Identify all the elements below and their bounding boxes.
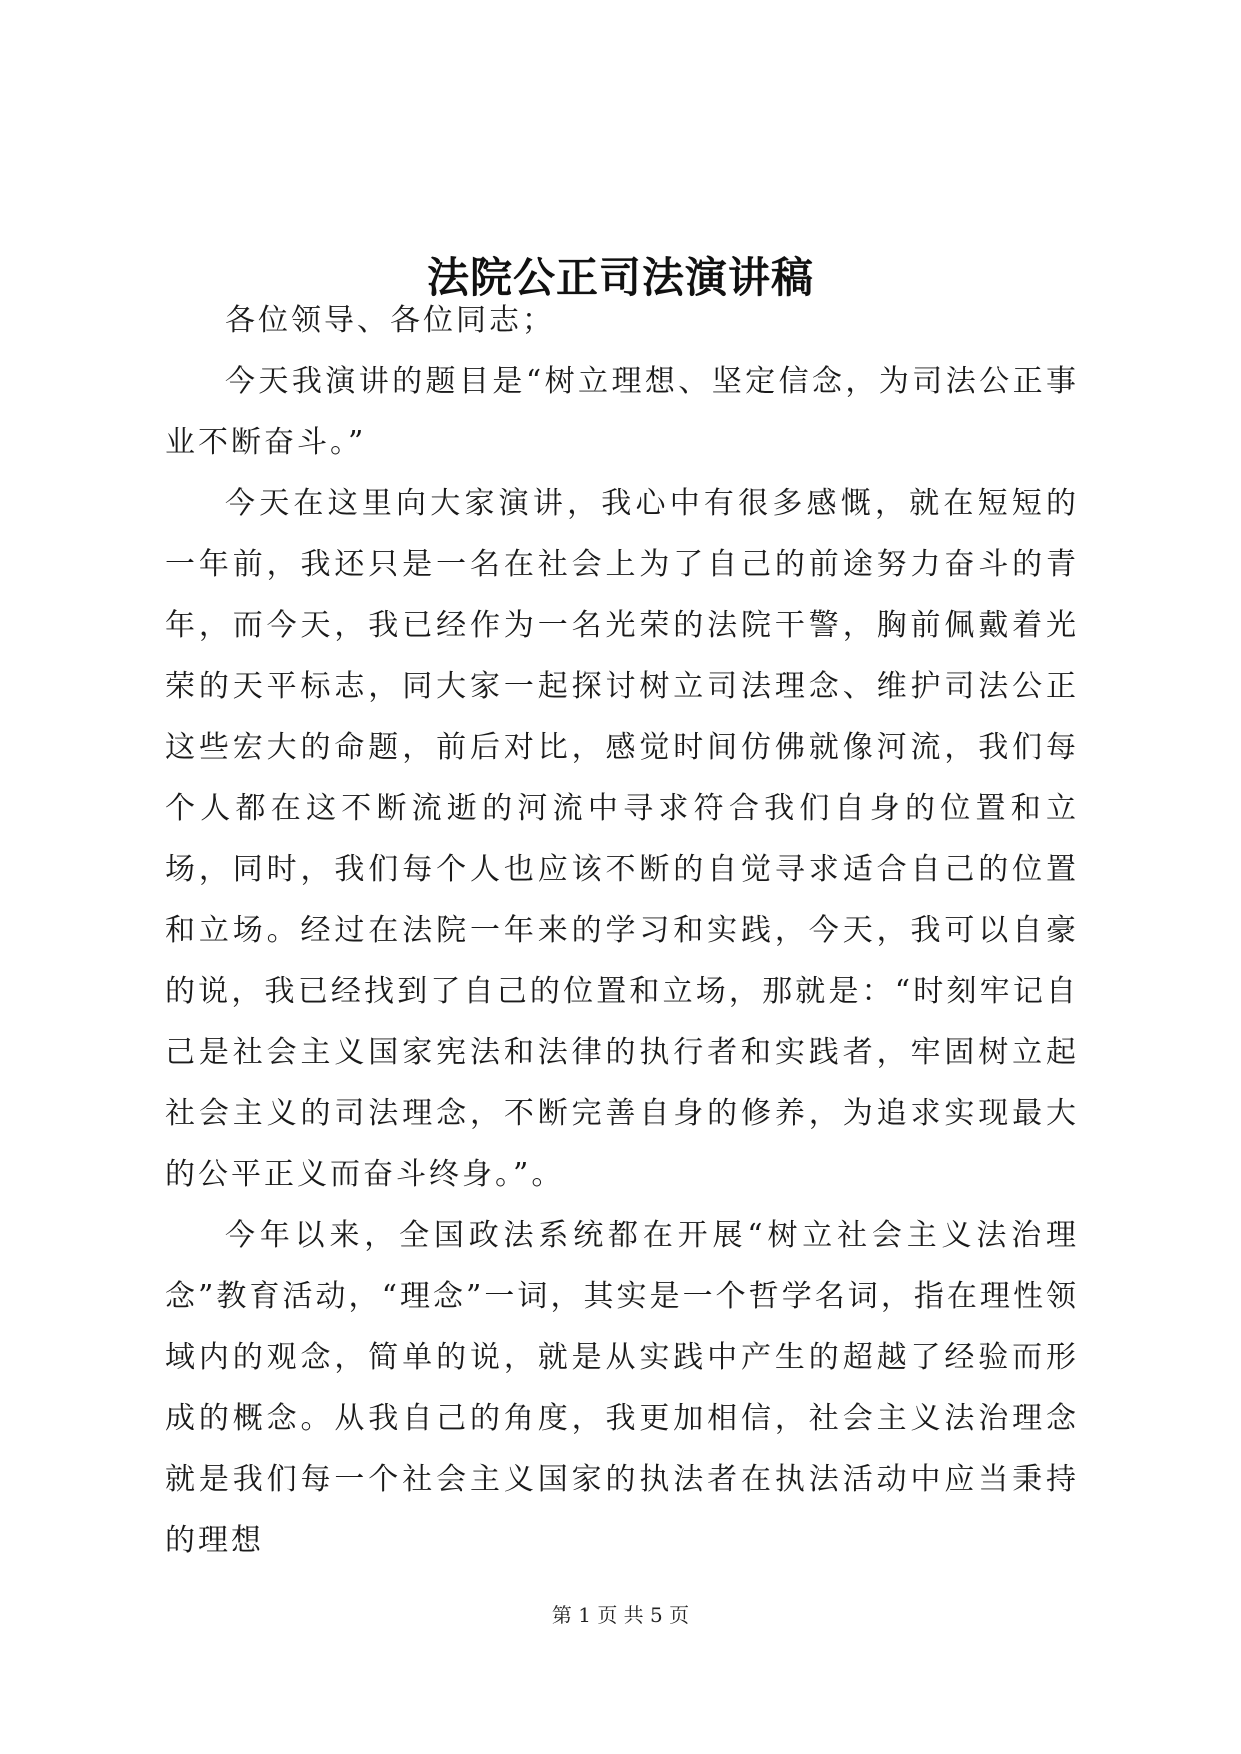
page-footer: 第 1 页 共 5 页 xyxy=(551,1603,690,1627)
paragraph-greeting: 各位领导、各位同志； xyxy=(225,303,555,338)
document-title: 法院公正司法演讲稿 xyxy=(426,253,814,303)
paragraph-reflection: 今天在这里向大家演讲，我心中有很多感慨，就在短短的一年前，我还只是一名在社会上为了自己的前途努力奋斗的青年，而今天，我已经作为一名光荣的法院干警，胸前佩戴着光荣的天平标志，同大家一起探讨树立司法理念、维护司法公正这些宏大的命题，前后对比，感觉时间仿佛就像河流，我们每个人都在这不断流逝的河流中寻求符合我们自身的位置和立场，同时，我们每个人也应该不断的自觉寻求适合自己的位置和立场。经过在法院一年来的学习和实践，今天，我可以自豪的说，我已经找到了自己的位置和立场，那就是：“时刻牢记自己是社会主义国家宪法和法律的执行者和实践者，牢固树立起社会主义的司法理念，不断完善自身的修养，为追求实现最大的公平正义而奋斗终身。”。 xyxy=(165,486,1079,1192)
paragraph-rule-of-law: 今年以来，全国政法系统都在开展“树立社会主义法治理念”教育活动，“理念”一词，其实是一个哲学名词，指在理性领域内的观念，简单的说，就是从实践中产生的超越了经验而形成的概念。从我自己的角度，我更加相信，社会主义法治理念就是我们每一个社会主义国家的执法者在执法活动中应当秉持的理想 xyxy=(165,1218,1079,1558)
document-body xyxy=(165,290,1079,1571)
paragraph-topic: 今天我演讲的题目是“树立理想、坚定信念，为司法公正事业不断奋斗。” xyxy=(165,364,1079,460)
